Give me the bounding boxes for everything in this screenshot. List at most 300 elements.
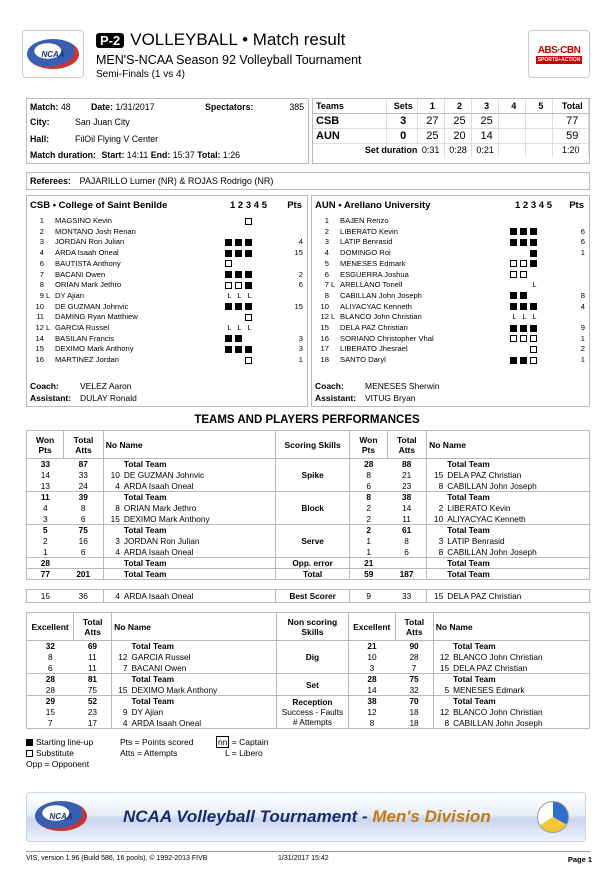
player-number: 15 bbox=[35, 344, 44, 354]
perf-won: 7 bbox=[27, 718, 74, 729]
player-points: 6 bbox=[580, 226, 585, 236]
substitute-square-icon bbox=[530, 346, 537, 353]
player-row bbox=[27, 302, 307, 312]
perf-atts: 17 bbox=[74, 718, 112, 729]
player-name: MAGSINO Kevin bbox=[55, 216, 112, 225]
pts-header: Pts bbox=[569, 200, 584, 211]
perf-no bbox=[112, 641, 130, 652]
perf-name: BLANCO John Christian bbox=[451, 652, 589, 663]
volleyball-icon bbox=[537, 801, 569, 833]
player-number: 8 bbox=[39, 280, 44, 290]
starter-square-icon bbox=[510, 228, 517, 235]
perf-no bbox=[103, 569, 122, 580]
perf-name: ARDA Isaah Oneal bbox=[122, 590, 276, 603]
match-date: 1/31/2017 bbox=[115, 102, 155, 112]
referees: Referees: PAJARILLO Lumer (NR) & ROJAS Rodrigo (NR) bbox=[26, 172, 590, 190]
perf-header: Total Atts bbox=[395, 613, 433, 641]
report-title: VOLLEYBALL • Match result bbox=[130, 30, 346, 49]
perf-won: 28 bbox=[27, 674, 74, 685]
player-number: 14 bbox=[35, 333, 44, 343]
starter-square-icon bbox=[510, 239, 517, 246]
player-sets bbox=[225, 302, 255, 312]
substitute-square-icon bbox=[225, 282, 232, 289]
footer-version: VIS, version 1.96 (Build 586, 16 pools), © 1992-2013 FIVB bbox=[26, 855, 208, 862]
roster-csb bbox=[26, 195, 308, 407]
perf-row bbox=[27, 590, 590, 603]
perf-atts: 11 bbox=[74, 663, 112, 674]
player-points: 2 bbox=[580, 344, 585, 354]
perf-won: 21 bbox=[348, 641, 395, 652]
substitute-square-icon bbox=[245, 357, 252, 364]
score-cell: 25 bbox=[472, 113, 499, 128]
player-number: 9 bbox=[39, 290, 44, 300]
perf-header: Non scoring Skills bbox=[277, 613, 348, 641]
player-sets bbox=[225, 248, 255, 258]
score-cell bbox=[526, 113, 553, 128]
starter-square-icon bbox=[520, 239, 527, 246]
skill-label bbox=[275, 459, 349, 492]
player-number: 2 bbox=[39, 226, 44, 236]
perf-no: 3 bbox=[115, 536, 120, 546]
player-row bbox=[27, 237, 307, 247]
perf-name: CABILLAN John Joseph bbox=[445, 481, 589, 492]
player-row bbox=[312, 302, 589, 312]
starter-square-icon bbox=[530, 260, 537, 267]
starter-square-icon bbox=[510, 292, 517, 299]
perf-won: 59 bbox=[350, 569, 387, 580]
perf-atts: 33 bbox=[64, 470, 104, 481]
libero-mark: L bbox=[227, 290, 232, 300]
perf-won: 5 bbox=[27, 525, 64, 536]
best-scorer-table bbox=[26, 589, 590, 603]
player-row bbox=[312, 216, 589, 226]
player-number: 3 bbox=[324, 237, 329, 247]
perf-won: 3 bbox=[27, 514, 64, 525]
roster-header bbox=[315, 200, 586, 212]
player-row bbox=[27, 312, 307, 322]
perf-won: 2 bbox=[350, 525, 387, 536]
perf-header: Won Pts bbox=[27, 431, 64, 459]
legend-2: Pts = Points scored Atts = Attempts bbox=[120, 737, 194, 758]
perf-won: 33 bbox=[27, 459, 64, 470]
ncaa-banner-logo: NCAA bbox=[35, 801, 87, 831]
filled-square-icon bbox=[26, 739, 33, 746]
perf-atts: 23 bbox=[74, 707, 112, 718]
perf-atts: 6 bbox=[387, 547, 427, 558]
skill-label bbox=[277, 674, 348, 696]
skill-name: Total bbox=[303, 569, 323, 579]
starter-square-icon bbox=[520, 303, 527, 310]
hall: FilOil Flying V Center bbox=[75, 134, 159, 144]
player-points: 3 bbox=[298, 344, 303, 354]
perf-no: 9 bbox=[122, 707, 128, 717]
skill-name: Opp. error bbox=[292, 558, 333, 568]
starter-square-icon bbox=[530, 239, 537, 246]
perf-atts: 36 bbox=[64, 590, 104, 603]
player-name: MONTANO Josh Renan bbox=[55, 226, 136, 236]
player-number: 8 bbox=[324, 290, 329, 300]
player-name: BAJEN Renzo bbox=[340, 216, 389, 225]
perf-won: 8 bbox=[348, 718, 395, 729]
player-number: 17 bbox=[320, 344, 329, 354]
player-name: LIBERATO Jhesrael bbox=[340, 344, 408, 354]
perf-won: 8 bbox=[350, 470, 387, 481]
player-sets bbox=[510, 291, 530, 301]
player-row bbox=[312, 248, 589, 258]
set-duration: 1:20 bbox=[553, 143, 589, 157]
player-row bbox=[27, 334, 307, 344]
perf-no: 8 bbox=[115, 503, 120, 513]
perf-won: 28 bbox=[348, 674, 395, 685]
perf-no: 15 bbox=[427, 590, 446, 603]
sets-header: 1 2 3 4 5 bbox=[515, 200, 552, 211]
player-name: BAUTISTA Anthony bbox=[55, 258, 121, 268]
player-name: DY Ajian bbox=[55, 290, 84, 300]
player-row bbox=[27, 291, 307, 301]
perf-atts: 11 bbox=[74, 652, 112, 663]
perf-no: 15 bbox=[103, 514, 122, 525]
perf-name: DELA PAZ Christian bbox=[451, 663, 589, 674]
perf-name: Total Team bbox=[122, 558, 276, 569]
perf-row bbox=[27, 525, 590, 536]
team-name: AUN • Arellano University bbox=[315, 200, 431, 211]
perf-no bbox=[427, 459, 446, 470]
coach: Coach: MENESES Sherwin Assistant: VITUG Bryan bbox=[315, 381, 440, 403]
player-number: 12 bbox=[35, 323, 44, 332]
assistant-name: DULAY Ronald bbox=[80, 393, 137, 403]
phase: Semi-Finals (1 vs 4) bbox=[96, 69, 185, 80]
abs-cbn-logo: ABS·CBN SPORTS+ACTION bbox=[528, 30, 590, 78]
skill-name: Dig bbox=[305, 652, 320, 662]
starter-square-icon bbox=[225, 239, 232, 246]
score-cell: 25 bbox=[444, 113, 471, 128]
tournament-name: MEN'S-NCAA Season 92 Volleyball Tournament bbox=[96, 53, 362, 67]
starter-square-icon bbox=[520, 325, 527, 332]
player-row bbox=[27, 355, 307, 365]
perf-name: Total Team bbox=[445, 558, 589, 569]
perf-atts: 6 bbox=[64, 547, 104, 558]
perf-atts: 18 bbox=[395, 707, 433, 718]
perf-no: 8 bbox=[427, 481, 446, 492]
substitute-square-icon bbox=[530, 357, 537, 364]
perf-atts bbox=[64, 558, 104, 569]
skill-label bbox=[275, 558, 349, 569]
perf-name: BACANI Owen bbox=[129, 663, 276, 674]
perf-row bbox=[27, 696, 590, 707]
player-number: 3 bbox=[39, 237, 44, 247]
player-sets bbox=[225, 237, 255, 247]
perf-atts: 38 bbox=[387, 492, 427, 503]
perf-won: 8 bbox=[350, 492, 387, 503]
perf-no bbox=[427, 525, 446, 536]
perf-no: 2 bbox=[438, 503, 444, 513]
player-sets bbox=[225, 355, 255, 365]
set-duration bbox=[526, 143, 553, 157]
starter-square-icon bbox=[225, 346, 232, 353]
player-sets bbox=[510, 323, 540, 333]
player-points: 2 bbox=[298, 269, 303, 279]
perf-row bbox=[27, 492, 590, 503]
skill-name: Reception bbox=[292, 697, 333, 707]
score-header: Total bbox=[553, 99, 589, 113]
perf-no bbox=[433, 674, 451, 685]
perf-atts: 6 bbox=[64, 514, 104, 525]
perf-atts: 69 bbox=[74, 641, 112, 652]
perf-name: Total Team bbox=[451, 674, 589, 685]
player-row bbox=[312, 291, 589, 301]
player-row bbox=[312, 237, 589, 247]
perf-header: Total Atts bbox=[74, 613, 112, 641]
perf-no: 10 bbox=[427, 514, 446, 525]
perf-atts: 7 bbox=[395, 663, 433, 674]
substitute-square-icon bbox=[520, 260, 527, 267]
perf-atts: 90 bbox=[395, 641, 433, 652]
skill-name: Set bbox=[305, 679, 319, 690]
player-number: 16 bbox=[320, 333, 329, 343]
perf-won: 15 bbox=[27, 590, 64, 603]
perf-atts: 201 bbox=[64, 569, 104, 580]
perf-name: DELA PAZ Christian bbox=[445, 590, 589, 603]
perf-no: 3 bbox=[438, 536, 444, 546]
score-header: 2 bbox=[444, 99, 471, 113]
scoring-table bbox=[26, 430, 590, 580]
player-sets bbox=[225, 280, 255, 290]
player-number: 1 bbox=[39, 216, 44, 225]
perf-atts: 70 bbox=[395, 696, 433, 707]
player-row bbox=[312, 270, 589, 280]
starter-square-icon bbox=[530, 250, 537, 257]
player-name: ALIYACYAC Kenneth bbox=[340, 301, 412, 311]
libero-mark: L bbox=[227, 323, 232, 332]
player-number: 2 bbox=[324, 226, 329, 236]
player-sets bbox=[225, 216, 255, 226]
player-points: 4 bbox=[580, 301, 585, 311]
player-sets bbox=[510, 312, 540, 322]
perf-header: Total Atts bbox=[64, 431, 104, 459]
libero-mark: L bbox=[512, 312, 517, 322]
skill-label bbox=[275, 492, 349, 525]
player-number: 18 bbox=[320, 355, 329, 365]
player-sets bbox=[225, 334, 245, 344]
perf-row bbox=[27, 558, 590, 569]
starter-square-icon bbox=[520, 292, 527, 299]
player-name: CABILLAN John Joseph bbox=[340, 290, 422, 300]
score-cell: 25 bbox=[417, 128, 444, 143]
score-cell bbox=[499, 128, 526, 143]
starter-square-icon bbox=[245, 303, 252, 310]
perf-no: 12 bbox=[118, 652, 128, 662]
perf-won: 13 bbox=[27, 481, 64, 492]
player-name: BLANCO John Christian bbox=[340, 312, 422, 322]
player-name: LIBERATO Kevin bbox=[340, 226, 398, 236]
libero-flag: L bbox=[46, 323, 51, 332]
player-number: 6 bbox=[324, 269, 329, 279]
perf-no bbox=[103, 459, 122, 470]
footer-page: Page 1 bbox=[567, 855, 592, 864]
perf-name: DEXIMO Mark Anthony bbox=[129, 685, 276, 696]
score-cell: 20 bbox=[444, 128, 471, 143]
spectators: 385 bbox=[289, 102, 304, 112]
player-row bbox=[312, 355, 589, 365]
player-row bbox=[312, 259, 589, 269]
starter-square-icon bbox=[245, 271, 252, 278]
skill-label bbox=[277, 641, 348, 674]
perf-name: Total Team bbox=[445, 569, 589, 580]
sets-header: 1 2 3 4 5 bbox=[230, 200, 267, 211]
perf-atts: 24 bbox=[64, 481, 104, 492]
perf-name: ARDA Isaah Oneal bbox=[122, 547, 276, 558]
libero-mark: L bbox=[247, 290, 252, 300]
starter-square-icon bbox=[225, 250, 232, 257]
player-number: 7 bbox=[39, 269, 44, 279]
skill-sub: Success - Faults bbox=[281, 707, 344, 717]
perf-header: Scoring Skills bbox=[275, 431, 349, 459]
perf-name: ORIAN Mark Jethro bbox=[122, 503, 276, 514]
coach: Coach: VELEZ Aaron Assistant: DULAY Ronald bbox=[30, 381, 137, 403]
score-header: 3 bbox=[472, 99, 499, 113]
perf-won: 1 bbox=[350, 547, 387, 558]
roster-aun bbox=[311, 195, 590, 407]
perf-no bbox=[427, 558, 446, 569]
perf-atts: 21 bbox=[387, 470, 427, 481]
perf-atts: 88 bbox=[387, 459, 427, 470]
nonscoring-table bbox=[26, 612, 590, 729]
skill-sub: # Attempts bbox=[292, 717, 333, 727]
score-cell: 59 bbox=[553, 128, 589, 143]
player-name: ORIAN Mark Jethro bbox=[55, 280, 122, 290]
libero-mark: L bbox=[522, 312, 527, 322]
perf-no bbox=[427, 569, 446, 580]
set-duration: 0:21 bbox=[472, 143, 499, 157]
score-header: 5 bbox=[526, 99, 553, 113]
perf-no bbox=[112, 674, 130, 685]
perf-won: 6 bbox=[27, 663, 74, 674]
set-duration: 0:28 bbox=[444, 143, 471, 157]
perf-name: ALIYACYAC Kenneth bbox=[445, 514, 589, 525]
starter-square-icon bbox=[225, 303, 232, 310]
player-number: 12 bbox=[320, 312, 329, 322]
perf-atts: 18 bbox=[395, 718, 433, 729]
score-cell: AUN bbox=[313, 128, 386, 143]
perf-atts: 39 bbox=[64, 492, 104, 503]
score-header: 1 bbox=[417, 99, 444, 113]
score-cell bbox=[499, 113, 526, 128]
player-name: BACANI Owen bbox=[55, 269, 106, 279]
player-name: SANTO Daryl bbox=[340, 355, 386, 365]
player-points: 1 bbox=[580, 333, 585, 343]
player-number: 15 bbox=[320, 323, 329, 332]
starter-square-icon bbox=[520, 228, 527, 235]
libero-mark: L bbox=[532, 312, 537, 322]
player-points: 1 bbox=[580, 355, 585, 365]
perf-won: 77 bbox=[27, 569, 64, 580]
perf-no: 8 bbox=[433, 718, 451, 729]
banner bbox=[26, 792, 586, 842]
starter-square-icon bbox=[520, 357, 527, 364]
perf-no: 15 bbox=[433, 663, 451, 674]
perf-won: 10 bbox=[348, 652, 395, 663]
libero-mark: L bbox=[237, 290, 242, 300]
player-name: JORDAN Ron Julian bbox=[55, 237, 125, 247]
perf-name: DE GUZMAN Johnvic bbox=[122, 470, 276, 481]
perf-won: 14 bbox=[348, 685, 395, 696]
score-cell: 3 bbox=[386, 113, 417, 128]
score-header: Sets bbox=[386, 99, 417, 113]
banner-text: NCAA Volleyball Tournament - Men's Division bbox=[123, 807, 491, 826]
player-name: ARDA Isaah Oneal bbox=[55, 248, 119, 258]
starter-square-icon bbox=[235, 335, 242, 342]
perf-no: 15 bbox=[433, 470, 444, 480]
perf-row bbox=[27, 459, 590, 470]
substitute-square-icon bbox=[510, 260, 517, 267]
perf-name: CABILLAN John Joseph bbox=[451, 718, 589, 729]
perf-no bbox=[427, 492, 446, 503]
perf-name: Total Team bbox=[451, 641, 589, 652]
libero-flag: L bbox=[46, 290, 51, 300]
score-cell bbox=[526, 128, 553, 143]
player-row bbox=[312, 323, 589, 333]
legend: Starting line-up Substitute Opp = Opponent bbox=[26, 737, 94, 769]
roster-header bbox=[30, 200, 304, 212]
perf-won: 6 bbox=[350, 481, 387, 492]
player-points: 8 bbox=[580, 290, 585, 300]
score-row bbox=[313, 128, 589, 143]
starter-square-icon bbox=[510, 303, 517, 310]
score-cell: 0 bbox=[386, 128, 417, 143]
player-sets bbox=[225, 270, 255, 280]
player-row bbox=[27, 270, 307, 280]
perf-name: MENESES Edmark bbox=[451, 685, 589, 696]
perf-no bbox=[103, 492, 122, 503]
perf-atts: 61 bbox=[387, 525, 427, 536]
set-duration bbox=[499, 143, 526, 157]
perf-won: 15 bbox=[27, 707, 74, 718]
starter-square-icon bbox=[235, 346, 242, 353]
perf-atts: 32 bbox=[395, 685, 433, 696]
starter-square-icon bbox=[235, 303, 242, 310]
player-sets bbox=[510, 259, 540, 269]
substitute-square-icon bbox=[530, 335, 537, 342]
player-sets bbox=[225, 312, 255, 322]
perf-atts: 11 bbox=[387, 514, 427, 525]
starter-square-icon bbox=[510, 325, 517, 332]
player-name: DOMINGO Roi bbox=[340, 248, 391, 258]
perf-won: 14 bbox=[27, 470, 64, 481]
perf-name: Total Team bbox=[129, 696, 276, 707]
ncaa-logo: NCAA bbox=[22, 30, 84, 78]
perf-name: Total Team bbox=[451, 696, 589, 707]
set-duration-label: Set duration bbox=[364, 145, 418, 156]
player-points: 15 bbox=[294, 248, 303, 258]
perf-atts: 23 bbox=[387, 481, 427, 492]
starter-square-icon bbox=[530, 325, 537, 332]
player-name: MARTINEZ Jordan bbox=[55, 355, 120, 365]
perf-name: Total Team bbox=[445, 525, 589, 536]
perf-no: 4 bbox=[112, 718, 130, 729]
team-name: CSB • College of Saint Benilde bbox=[30, 200, 168, 211]
player-sets bbox=[510, 355, 540, 365]
header bbox=[96, 30, 362, 80]
player-points: 3 bbox=[298, 333, 303, 343]
libero-mark: L bbox=[247, 323, 252, 332]
player-name: BASILAN Francis bbox=[55, 333, 115, 343]
substitute-square-icon bbox=[520, 335, 527, 342]
starter-square-icon bbox=[225, 271, 232, 278]
player-sets bbox=[510, 227, 540, 237]
player-sets bbox=[510, 248, 540, 258]
perf-won: 38 bbox=[348, 696, 395, 707]
perf-name: Total Team bbox=[122, 492, 276, 503]
